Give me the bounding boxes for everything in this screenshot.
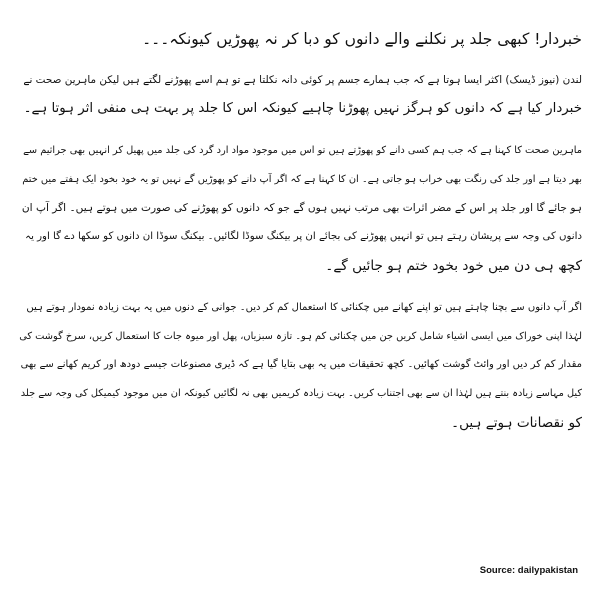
paragraph-line: مقدار کم کر دیں اور وائٹ گوشت کھائیں۔ کچھ تحقیقات میں یہ بھی بتایا گیا ہے کہ ڈیری مصنوعات جیسے دودھ اور کریم کھانے سے بھی	[20, 359, 582, 371]
paragraph-line: لندن (نیوز ڈیسک) اکثر ایسا ہوتا ہے کہ جب ہمارے جسم پر کوئی دانہ نکلتا ہے تو ہم اسے پھوڑنے لگتے ہیں لیکن ماہرین صحت نے	[23, 74, 582, 86]
article-paragraph-3	[18, 294, 582, 437]
article-headline: خبردار! کبھی جلد پر نکلنے والے دانوں کو دبا کر نہ پھوڑیں کیونکہ۔۔۔	[142, 30, 582, 48]
paragraph-line: کچھ ہی دن میں خود بخود ختم ہو جائیں گے۔	[325, 257, 582, 274]
source-credit: Source: dailypakistan	[479, 565, 578, 576]
paragraph-line: ہو جائے گا اور جلد پر اس کے مضر اثرات بھی مرتب نہیں ہوں گے جو کہ دانوں کو پھوڑنے کی صورت میں ہوتے ہیں۔ اگر آپ ان	[21, 202, 582, 215]
paragraph-line: ماہرین صحت کا کہنا ہے کہ جب ہم کسی دانے کو پھوڑتے ہیں تو اس میں موجود مواد ارد گرد کی جلد میں پھیل کر انہیں بھی جراثیم سے	[23, 145, 582, 157]
paragraph-line: بھر دیتا ہے اور جلد کی رنگت بھی خراب ہو جاتی ہے۔ ان کا کہنا ہے کہ اگر آپ دانے کو پھوڑیں گے نہیں تو یہ خود بخود ایک ہفتے میں ختم	[22, 173, 582, 185]
paragraph-line: خبردار کیا ہے کہ دانوں کو ہرگز نہیں پھوڑنا چاہیے کیونکہ اس کا جلد پر بہت ہی منفی اثر ہوتا ہے۔	[23, 100, 582, 116]
paragraph-line: کو نقصانات ہوتے ہیں۔	[451, 414, 582, 431]
paragraph-line: اگر آپ دانوں سے بچنا چاہتے ہیں تو اپنے کھانے میں چکنائی کا استعمال کم کر دیں۔ جوانی کے دنوں میں یہ بہت زیادہ نمودار ہوتے ہیں	[26, 302, 582, 314]
paragraph-line: دانوں کی وجہ سے پریشان رہتے ہیں تو انہیں پھوڑنے کی بجائے ان پر بیکنگ سوڈا لگائیں۔ بیکنگ سوڈا ان دانوں کو سکھا دے گا اور یہ	[25, 230, 582, 242]
paragraph-line: کیل مہاسے زیادہ بنتے ہیں لہٰذا ان سے بھی اجتناب کریں۔ بہت زیادہ کریمیں بھی نہ لگائیں کیونکہ ان میں موجود کیمیکل کی وجہ سے جلد	[20, 387, 582, 399]
article-paragraph-2	[18, 137, 582, 280]
article-paragraph-1	[18, 66, 582, 123]
paragraph-line: لہٰذا اپنی خوراک میں ایسی اشیاء شامل کریں جن میں چکنائی کم ہو۔ تازہ سبزیاں، پھل اور میوہ جات کا استعمال کریں، سرخ گوشت کی	[19, 330, 582, 342]
